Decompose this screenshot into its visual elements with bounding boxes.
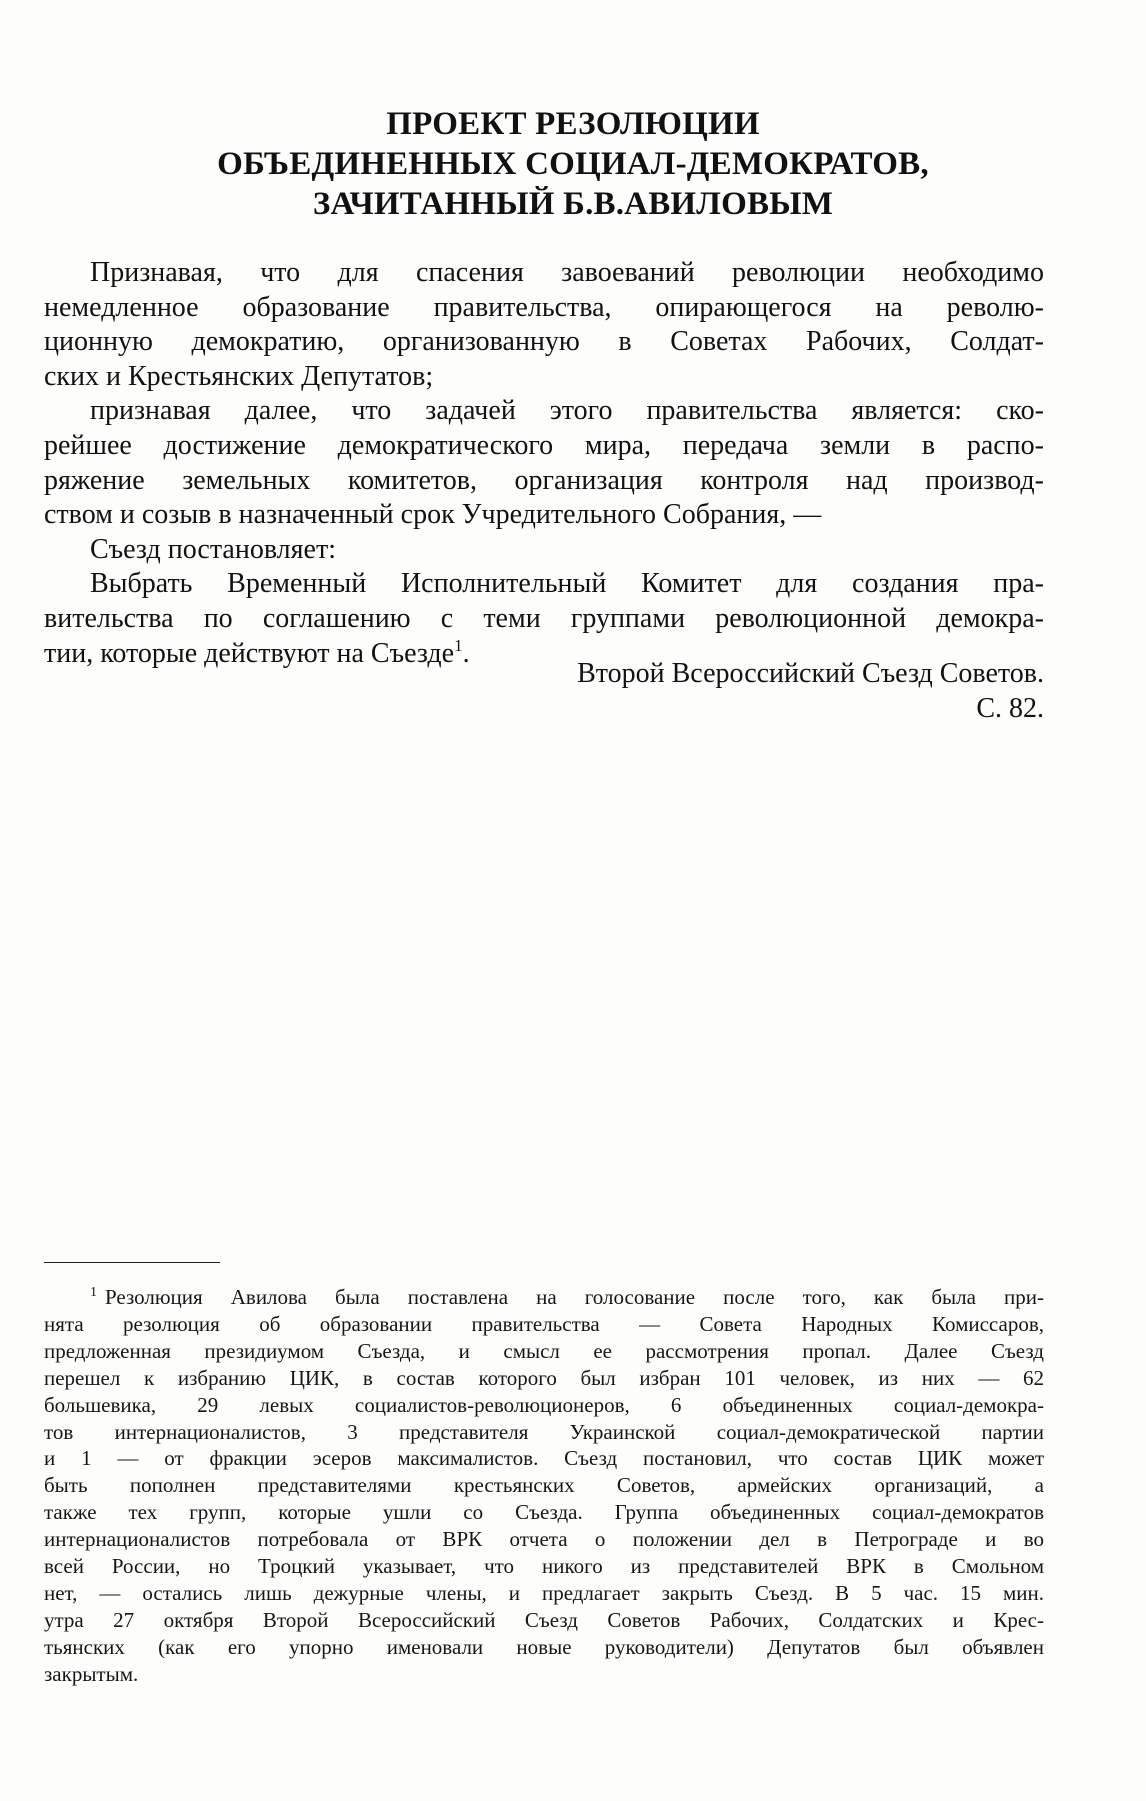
body-line: вительства по соглашению с теми группами революционной демокра- bbox=[44, 602, 1044, 634]
body-line: ством и созыв в назначенный срок Учредительного Собрания, — bbox=[44, 499, 822, 531]
footnote-line-text: Резолюция Авилова была поставлена на голосование после того, как была при- bbox=[105, 1285, 1044, 1309]
footnote-line: также тех групп, которые ушли со Съезда. Группа объединенных социал-демократов bbox=[44, 1500, 1044, 1525]
footnote-divider bbox=[44, 1262, 220, 1263]
source-page: С. 82. bbox=[976, 692, 1044, 724]
footnote-line: перешел к избранию ЦИК, в состав которого был избран 101 человек, из них — 62 bbox=[44, 1365, 1044, 1390]
footnote-marker: 1 bbox=[454, 635, 463, 655]
body-line: Съезд постановляет: bbox=[90, 533, 336, 565]
footnote-line: тов интернационалистов, 3 представителя Украинской социал-демократической партии bbox=[44, 1419, 1044, 1444]
body-line: ряжение земельных комитетов, организация контроля над производ- bbox=[44, 464, 1044, 496]
resolution-text bbox=[44, 256, 1044, 671]
footnote bbox=[44, 1284, 1044, 1688]
footnote-line: быть пополнен представителями крестьянских Советов, армейских организаций, а bbox=[44, 1473, 1044, 1498]
title-line: ЗАЧИТАННЫЙ Б.В.АВИЛОВЫМ bbox=[312, 186, 834, 222]
title-line: ОБЪЕДИНЕННЫХ СОЦИАЛ-ДЕМОКРАТОВ, bbox=[217, 146, 929, 182]
footnote-line: и 1 — от фракции эсеров максималистов. Съезд постановил, что состав ЦИК может bbox=[44, 1446, 1044, 1471]
footnote-line: всей России, но Троцкий указывает, что никого из представителей ВРК в Смольном bbox=[44, 1554, 1044, 1579]
footnote-line: предложенная президиумом Съезда, и смысл ее рассмотрения пропал. Далее Съезд bbox=[44, 1338, 1044, 1363]
footnote-line: утра 27 октября Второй Всероссийский Съезд Советов Рабочих, Солдатских и Крес- bbox=[44, 1607, 1044, 1632]
page-title bbox=[90, 104, 1056, 224]
body-line-text: тии, которые действуют на Съезде bbox=[44, 637, 455, 669]
footnote-number: 1 bbox=[90, 1285, 97, 1300]
body-line: Выбрать Временный Исполнительный Комитет для создания пра- bbox=[90, 568, 1044, 600]
footnote-line: интернационалистов потребовала от ВРК отчета о положении дел в Петрограде и во bbox=[44, 1527, 1044, 1552]
body-line: Признавая, что для спасения завоеваний революции необходимо bbox=[90, 257, 1044, 288]
body-line-period: . bbox=[462, 637, 470, 669]
body-line: признавая далее, что задачей этого правительства является: ско- bbox=[90, 395, 1044, 427]
source-citation bbox=[420, 657, 1044, 726]
footnote-line: закрытым. bbox=[44, 1661, 139, 1686]
body-line: рейшее достижение демократического мира, передача земли в распо- bbox=[44, 429, 1044, 461]
footnote-line: нята резолюция об образовании правительства — Совета Народных Комиссаров, bbox=[44, 1311, 1044, 1336]
footnote-line: тьянских (как его упорно именовали новые руководители) Депутатов был объявлен bbox=[44, 1634, 1044, 1659]
body-line: немедленное образование правительства, опирающегося на револю- bbox=[44, 291, 1044, 323]
footnote-line: нет, — остались лишь дежурные члены, и предлагает закрыть Съезд. В 5 час. 15 мин. bbox=[44, 1580, 1044, 1605]
body-line: ционную демократию, организованную в Советах Рабочих, Солдат- bbox=[44, 326, 1044, 358]
footnote-line bbox=[44, 1284, 1044, 1311]
body-line: ских и Крестьянских Депутатов; bbox=[44, 360, 434, 392]
source-title: Второй Всероссийский Съезд Советов. bbox=[577, 658, 1044, 689]
title-line: ПРОЕКТ РЕЗОЛЮЦИИ bbox=[386, 106, 760, 142]
footnote-line: большевика, 29 левых социалистов-революционеров, 6 объединенных социал-демокра- bbox=[44, 1392, 1044, 1417]
